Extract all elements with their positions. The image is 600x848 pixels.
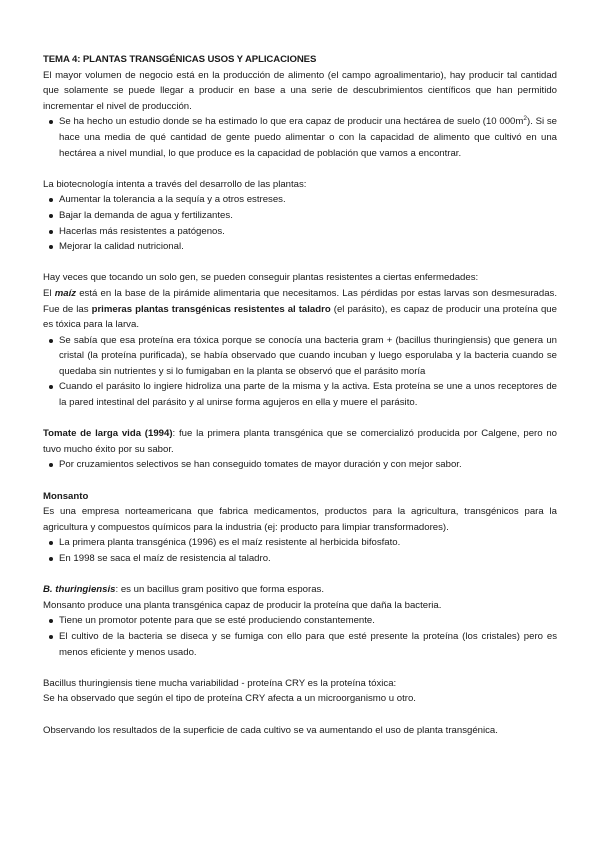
maiz-paragraph: El maíz está en la base de la pirámide alimentaria que necesitamos. Las pérdidas por estas larvas son desmesuradas. Fue de las primeras plantas transgénicas resistentes al taladro (el parásito), es capaz de producir una proteína que es tóxica para la larva.	[43, 287, 557, 331]
list-item: Por cruzamientos selectivos se han conseguido tomates de mayor duración y con mejor sabor.	[43, 457, 557, 473]
cry-line-1: Bacillus thuringiensis tiene mucha variabilidad - proteína CRY es la proteína tóxica:	[43, 677, 397, 689]
list-item: Tiene un promotor potente para que se esté produciendo constantemente.	[43, 613, 557, 629]
bt-term: B. thuringiensis	[43, 584, 116, 596]
list-item: Hacerlas más resistentes a patógenos.	[43, 224, 557, 240]
bt-text: Monsanto produce una planta transgénica capaz de producir la proteína que daña la bacteria.	[43, 599, 442, 611]
gene-lead: Hay veces que tocando un solo gen, se pueden conseguir plantas resistentes a ciertas enfermedades:	[43, 272, 479, 284]
list-item: La primera planta transgénica (1996) es el maíz resistente al herbicida bifosfato.	[43, 535, 557, 551]
list-item: Aumentar la tolerancia a la sequía y a otros estreses.	[43, 192, 557, 208]
maiz-highlight: primeras plantas transgénicas resistentes al taladro	[91, 303, 331, 315]
list-item: Se sabía que esa proteína era tóxica porque se conocía una bacteria gram + (bacillus thuringiensis) que genera un cristal (la proteína purificada), se había observado que cuando incuban y luego esporulaba y la bacteria cuando se quedaba sin nutrientes y si lo fumigaban en la planta se observó que el parásito moría	[43, 333, 557, 380]
closing-paragraph: Observando los resultados de la superficie de cada cultivo se va aumentando el uso de planta transgénica.	[43, 724, 498, 736]
maiz-list	[43, 333, 557, 411]
monsanto-heading: Monsanto	[43, 490, 89, 502]
monsanto-list	[43, 535, 557, 566]
monsanto-paragraph: Es una empresa norteamericana que fabrica medicamentos, productos para la agricultura, transgénicos para la agricultura y compuestos químicos para la industria (ej: producto para limpiar transformadores).	[43, 506, 557, 533]
tomate-list	[43, 457, 557, 473]
biotech-list	[43, 192, 557, 254]
intro-paragraph: El mayor volumen de negocio está en la producción de alimento (el campo agroalimentario), hay producir tal cantidad que solamente se puede llegar a producir en base a una serie de descubrimientos científicos que han permitido incrementar el nivel de producción.	[43, 69, 557, 112]
list-item: Se ha hecho un estudio donde se ha estimado lo que era capaz de producir una hectárea de suelo (10 $000m^2$). Si se hace una media de qué cantidad de gente puedo alimentar o con la capacidad de alimento que cultivó en una hectárea a nivel mundial, lo que produce es la capacidad de población que vamos a encontrar.	[43, 114, 557, 161]
list-item: Cuando el parásito lo ingiere hidroliza una parte de la misma y la activa. Esta proteína se une a unos receptores de la pared intestinal del parásito y al unirse forma agujeros en ella y muere el parásito.	[43, 379, 557, 410]
list-item: Mejorar la calidad nutricional.	[43, 239, 557, 255]
document-body	[43, 52, 557, 738]
cry-line-2: Se ha observado que según el tipo de proteína CRY afecta a un microorganismo u otro.	[43, 693, 416, 705]
list-item: En 1998 se saca el maíz de resistencia al taladro.	[43, 551, 557, 567]
list-item: El cultivo de la bacteria se diseca y se fumiga con ello para que esté presente la proteína (los cristales) pero es menos eficiente y menos usado.	[43, 629, 557, 660]
maiz-term: maíz	[54, 287, 77, 299]
tomate-heading: Tomate de larga vida (1994)	[43, 428, 173, 440]
tomate-paragraph: Tomate de larga vida (1994): fue la primera planta transgénica que se comercializó producida por Calgene, pero no tuvo mucho éxito por su sabor.	[43, 428, 558, 455]
intro-list	[43, 114, 557, 161]
biotech-lead: La biotecnología intenta a través del desarrollo de las plantas:	[43, 178, 307, 190]
page-title: TEMA 4: PLANTAS TRANSGÉNICAS USOS Y APLICACIONES	[43, 54, 317, 65]
bt-paragraph: B. thuringiensis: es un bacillus gram positivo que forma esporas.	[43, 584, 325, 596]
list-item: Bajar la demanda de agua y fertilizantes.	[43, 208, 557, 224]
bt-list	[43, 613, 557, 660]
